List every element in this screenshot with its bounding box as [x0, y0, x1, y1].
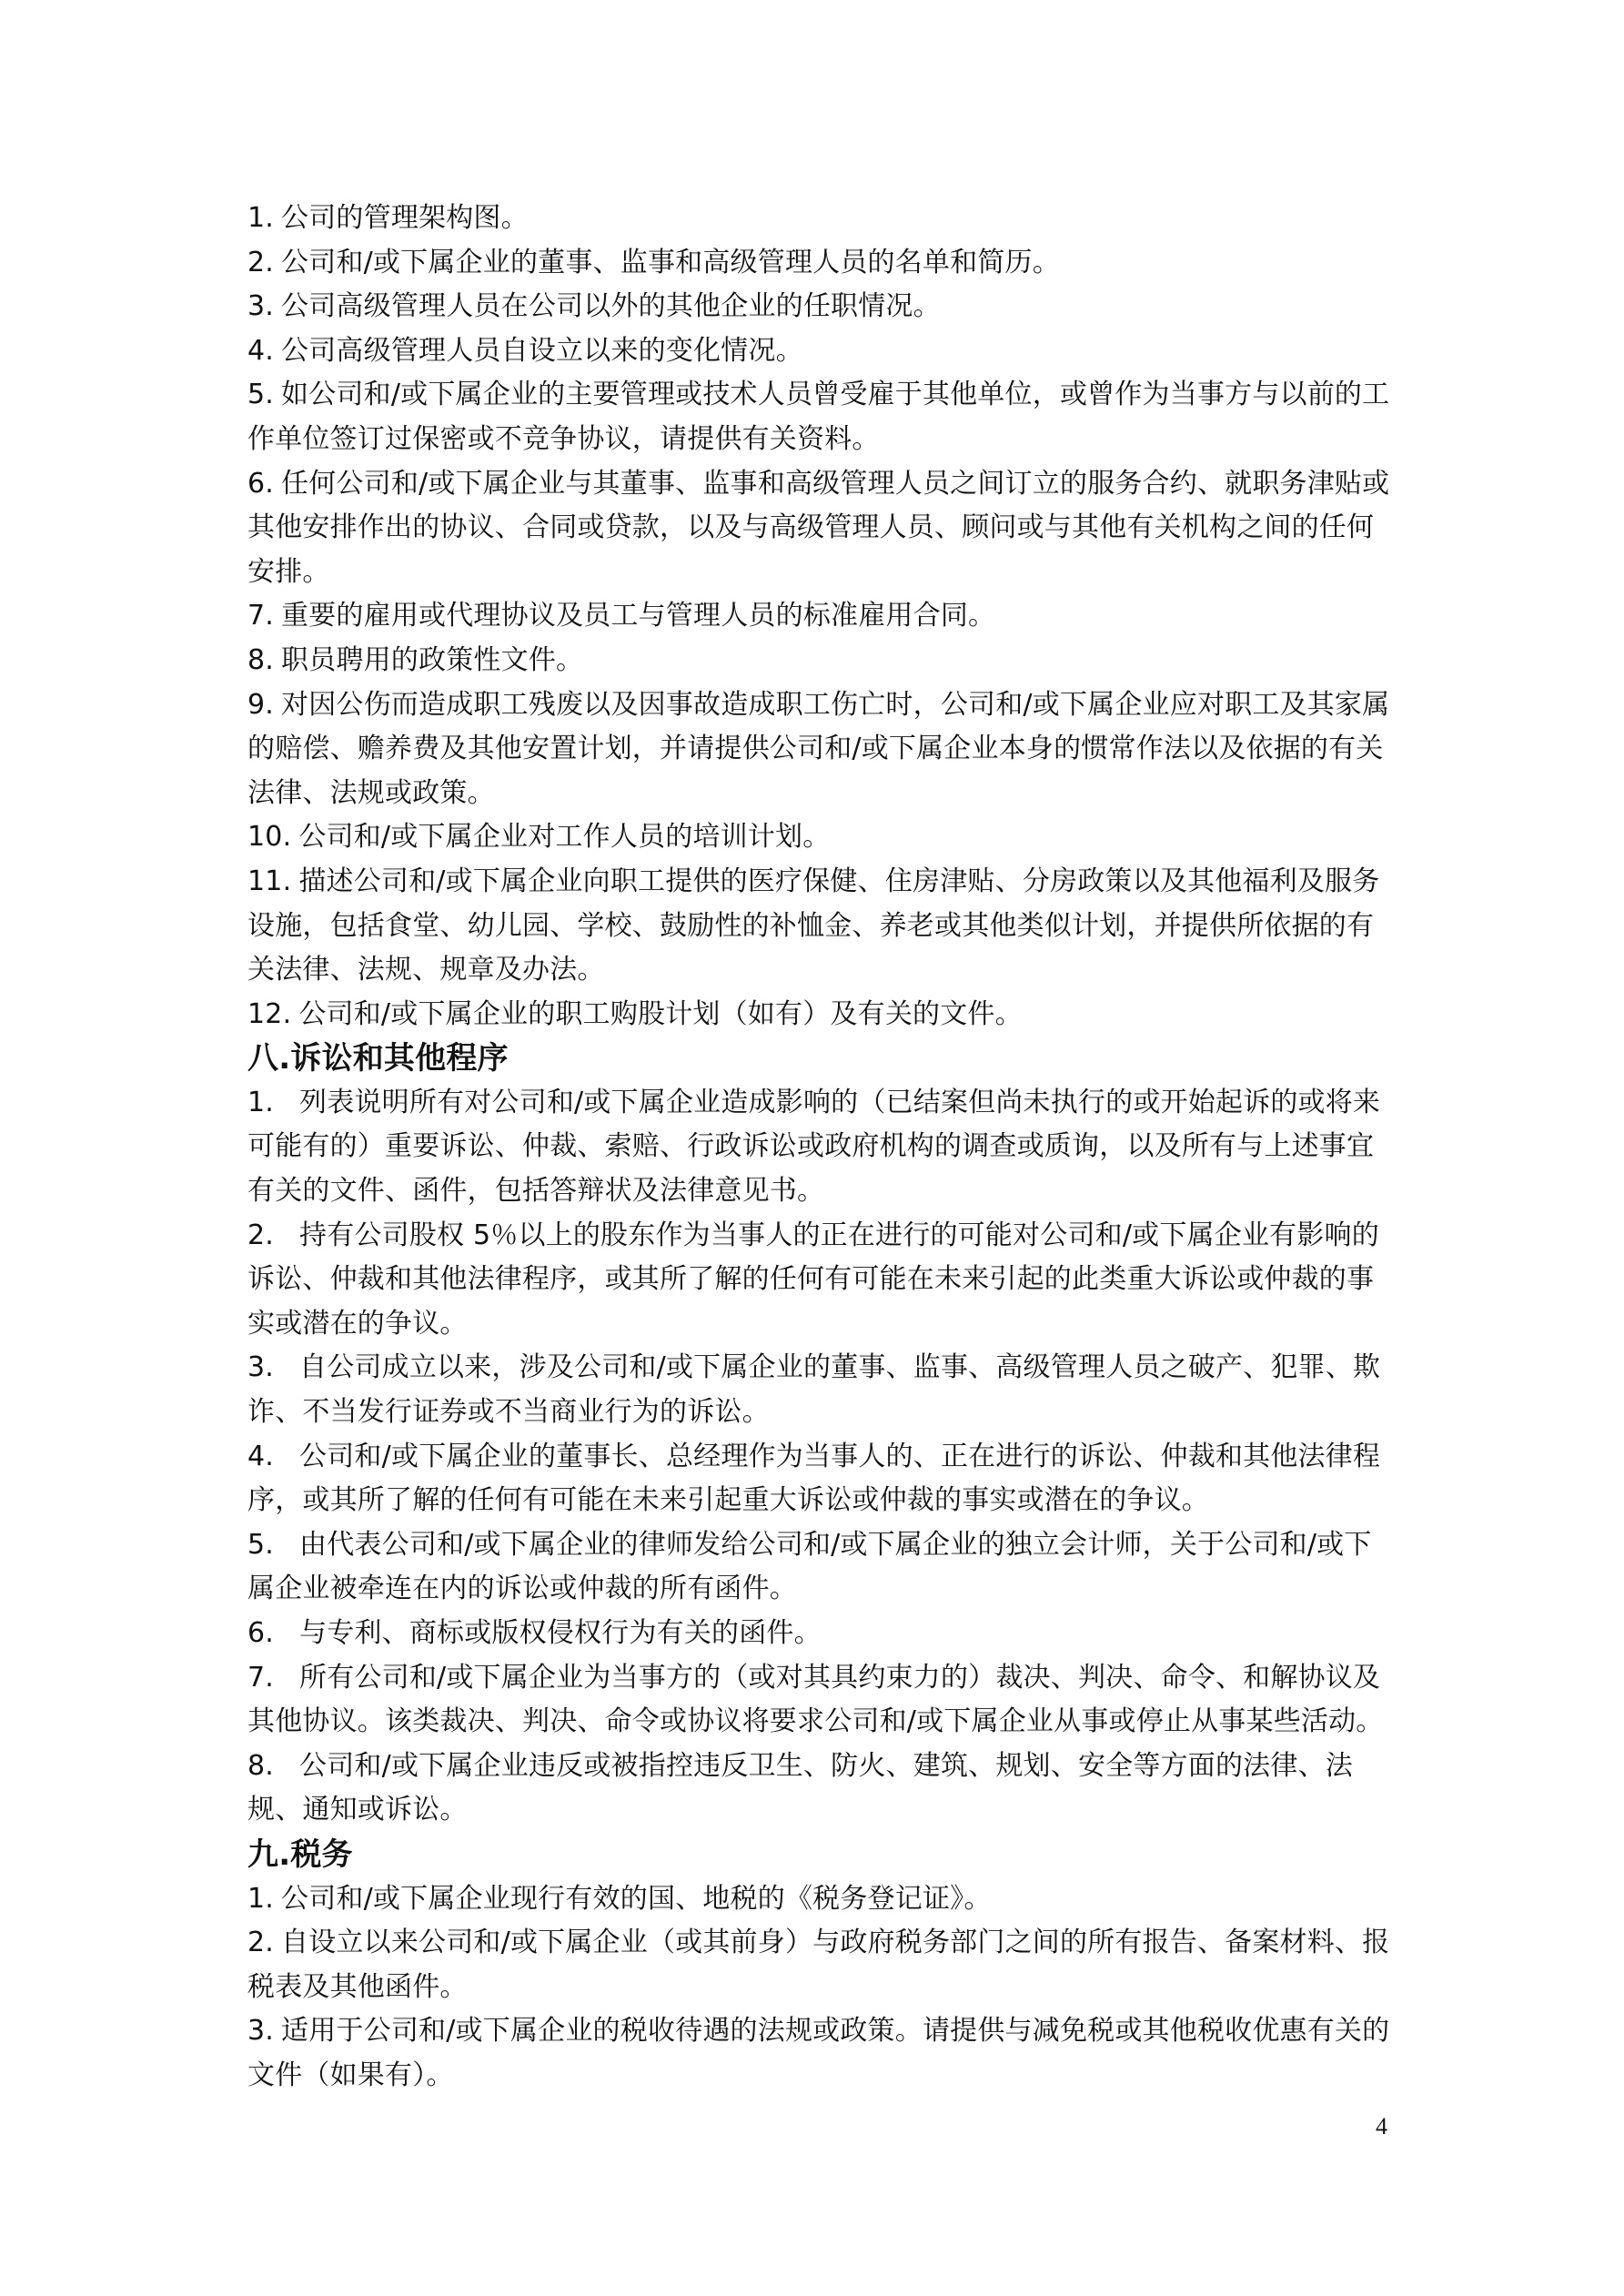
item-text: 任何公司和/或下属企业与其董事、监事和高级管理人员之间订立的服务合约、就职务津贴或其他安排作出的协议、合同或贷款，以及与高级管理人员、顾问或与其他有关机构之间的任何安排。	[247, 467, 1390, 588]
section-heading-number: 八.	[247, 1040, 291, 1077]
list-item	[247, 1656, 1392, 1745]
item-text: 公司和/或下属企业的职工购股计划（如有）及有关的文件。	[298, 997, 1023, 1030]
item-number: 3.	[247, 2015, 275, 2048]
item-number: 2.	[247, 1927, 275, 1959]
item-text: 列表说明所有对公司和/或下属企业造成影响的（已结案但尚未执行的或开始起诉的或将来可能有的）重要诉讼、仲裁、索赔、行政诉讼或政府机构的调查或质询，以及所有与上述事宜有关的文件、函件，包括答辩状及法律意见书。	[247, 1086, 1381, 1208]
document-body	[247, 197, 1392, 2099]
item-number: 3.	[247, 290, 275, 323]
list-item	[247, 285, 1392, 329]
item-text: 公司和/或下属企业现行有效的国、地税的《税务登记证》。	[281, 1882, 992, 1915]
item-number: 2.	[247, 246, 275, 278]
list-item	[247, 1435, 1392, 1523]
section-heading-tax	[247, 1833, 1392, 1877]
item-text: 对因公伤而造成职工残废以及因事故造成职工伤亡时，公司和/或下属企业应对职工及其家属的赔偿、赡养费及其他安置计划，并请提供公司和/或下属企业本身的惯常作法以及依据的有关法律、法规或政策。	[247, 688, 1390, 809]
list-item	[247, 1612, 1392, 1656]
list-item	[247, 594, 1392, 639]
item-number: 1.	[247, 1882, 275, 1915]
item-text: 描述公司和/或下属企业向职工提供的医疗保健、住房津贴、分房政策以及其他福利及服务设施，包括食堂、幼儿园、学校、鼓励性的补恤金、养老或其他类似计划，并提供所依据的有关法律、法规、规章及办法。	[247, 865, 1380, 986]
item-number: 1.	[247, 202, 275, 234]
list-item	[247, 329, 1392, 374]
list-item	[247, 1214, 1392, 1347]
list-item	[247, 1921, 1392, 2009]
list-item	[247, 373, 1392, 461]
item-text: 公司和/或下属企业的董事、监事和高级管理人员的名单和简历。	[281, 246, 1060, 278]
item-number: 12.	[247, 997, 292, 1030]
section-heading-litigation	[247, 1037, 1392, 1081]
item-number: 2.	[247, 1219, 275, 1251]
item-text: 公司和/或下属企业的董事长、总经理作为当事人的、正在进行的诉讼、仲裁和其他法律程序，或其所了解的任何有可能在未来引起重大诉讼或仲裁的事实或潜在的争议。	[247, 1440, 1381, 1517]
item-number: 4.	[247, 1440, 275, 1472]
item-text: 公司高级管理人员自设立以来的变化情况。	[281, 334, 803, 367]
section-heading-text: 税务	[290, 1836, 353, 1873]
list-item	[247, 2009, 1392, 2098]
item-text: 公司和/或下属企业违反或被指控违反卫生、防火、建筑、规划、安全等方面的法律、法规、通知或诉讼。	[247, 1749, 1353, 1826]
item-text: 重要的雇用或代理协议及员工与管理人员的标准雇用合同。	[281, 600, 996, 632]
item-number: 5.	[247, 1528, 275, 1561]
item-number: 6.	[247, 1617, 275, 1649]
item-number: 6.	[247, 467, 275, 500]
item-number: 1.	[247, 1086, 275, 1118]
item-text: 适用于公司和/或下属企业的税收待遇的法规或政策。请提供与减免税或其他税收优惠有关的文件（如果有）。	[247, 2015, 1390, 2091]
item-text: 如公司和/或下属企业的主要管理或技术人员曾受雇于其他单位，或曾作为当事方与以前的工作单位签订过保密或不竞争协议，请提供有关资料。	[247, 379, 1390, 455]
section-heading-number: 九.	[247, 1836, 291, 1873]
item-number: 7.	[247, 600, 275, 632]
item-number: 7.	[247, 1661, 275, 1694]
item-text: 所有公司和/或下属企业为当事方的（或对其具约束力的）裁决、判决、命令、和解协议及其他协议。该类裁决、判决、命令或协议将要求公司和/或下属企业从事或停止从事某些活动。	[247, 1661, 1384, 1738]
item-text: 公司的管理架构图。	[281, 202, 529, 234]
list-item	[247, 683, 1392, 816]
item-number: 4.	[247, 334, 275, 367]
item-text: 公司高级管理人员在公司以外的其他企业的任职情况。	[281, 290, 941, 323]
list-item	[247, 1877, 1392, 1922]
list-item	[247, 1346, 1392, 1434]
item-text: 由代表公司和/或下属企业的律师发给公司和/或下属企业的独立会计师，关于公司和/或下属企业被牵连在内的诉讼或仲裁的所有函件。	[247, 1528, 1372, 1605]
list-item	[247, 197, 1392, 241]
list-item	[247, 860, 1392, 993]
item-number: 11.	[247, 865, 292, 897]
list-item	[247, 1523, 1392, 1612]
item-number: 9.	[247, 688, 275, 721]
list-item	[247, 993, 1392, 1037]
item-text: 自公司成立以来，涉及公司和/或下属企业的董事、监事、高级管理人员之破产、犯罪、欺诈、不当发行证券或不当商业行为的诉讼。	[247, 1351, 1381, 1429]
item-number: 3.	[247, 1351, 275, 1384]
list-item	[247, 815, 1392, 860]
item-text: 职员聘用的政策性文件。	[281, 643, 584, 676]
page-number: 4	[1376, 2113, 1387, 2139]
item-number: 10.	[247, 821, 292, 854]
item-number: 8.	[247, 643, 275, 676]
list-item	[247, 1081, 1392, 1214]
item-text: 公司和/或下属企业对工作人员的培训计划。	[298, 821, 831, 854]
list-item	[247, 462, 1392, 595]
list-item	[247, 1745, 1392, 1833]
item-text: 自设立以来公司和/或下属企业（或其前身）与政府税务部门之间的所有报告、备案材料、报税表及其他函件。	[247, 1927, 1390, 2003]
list-item	[247, 241, 1392, 286]
item-number: 5.	[247, 379, 275, 411]
item-text: 与专利、商标或版权侵权行为有关的函件。	[299, 1617, 822, 1649]
item-text: 持有公司股权 5％以上的股东作为当事人的正在进行的可能对公司和/或下属企业有影响的诉讼、仲裁和其他法律程序，或其所了解的任何有可能在未来引起的此类重大诉讼或仲裁的事实或潜在的争议。	[247, 1219, 1379, 1340]
list-item	[247, 639, 1392, 683]
section-heading-text: 诉讼和其他程序	[290, 1040, 509, 1077]
item-number: 8.	[247, 1749, 275, 1782]
